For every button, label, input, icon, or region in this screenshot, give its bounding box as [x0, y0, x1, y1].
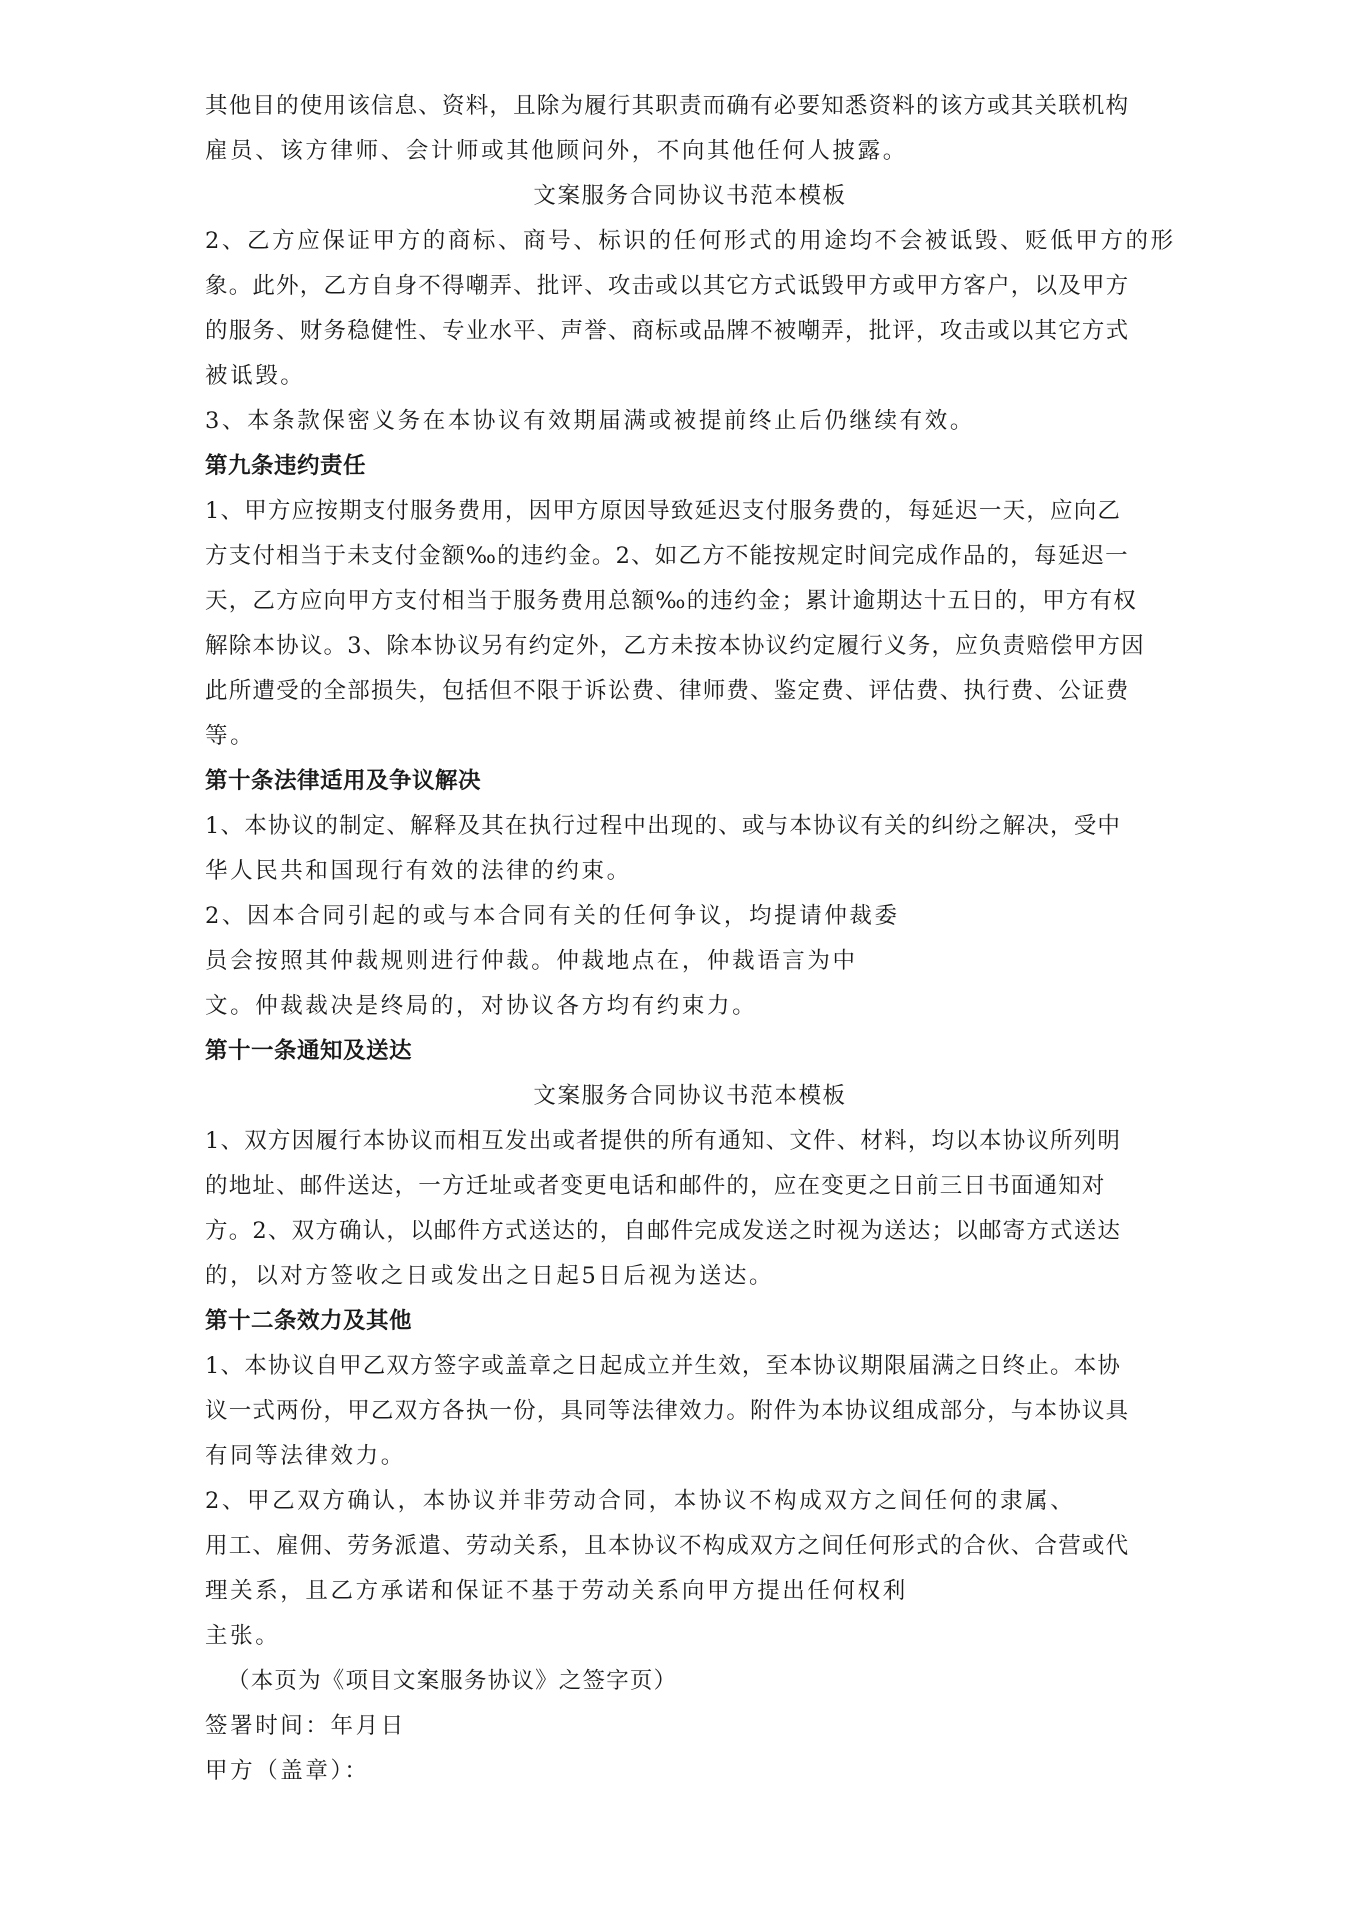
paragraph-line: 的地址、邮件送达，一方迁址或者变更电话和邮件的，应在变更之日前三日书面通知对 — [205, 1173, 1106, 1199]
paragraph-line: 员会按照其仲裁规则进行仲裁。仲裁地点在，仲裁语言为中 — [205, 948, 858, 974]
signing-date-label: 签署时间：年月日 — [205, 1713, 406, 1739]
document-title: 文案服务合同协议书范本模板 — [533, 183, 847, 209]
document-page — [205, 84, 1176, 1794]
paragraph-line: 此所遭受的全部损失，包括但不限于诉讼费、律师费、鉴定费、评估费、执行费、公证费 — [205, 678, 1130, 704]
paragraph-line: 2、因本合同引起的或与本合同有关的任何争议，均提请仲裁委 — [205, 903, 900, 929]
paragraph-line: 1、本协议的制定、解释及其在执行过程中出现的、或与本协议有关的纠纷之解决，受中 — [205, 813, 1122, 839]
paragraph-line: 华人民共和国现行有效的法律的约束。 — [205, 858, 632, 884]
paragraph-line: 文。仲裁裁决是终局的，对协议各方均有约束力。 — [205, 993, 758, 1019]
party-a-seal-label: 甲方（盖章）： — [205, 1758, 370, 1784]
paragraph-line: 象。此外，乙方自身不得嘲弄、批评、攻击或以其它方式诋毁甲方或甲方客户，以及甲方 — [205, 273, 1130, 299]
paragraph-line: 等。 — [205, 723, 256, 749]
paragraph-line: 理关系，且乙方承诺和保证不基于劳动关系向甲方提出任何权利 — [205, 1578, 908, 1604]
paragraph-line: 的，以对方签收之日或发出之日起5日后视为送达。 — [205, 1263, 775, 1289]
paragraph-line: 议一式两份，甲乙双方各执一份，具同等法律效力。附件为本协议组成部分，与本协议具 — [205, 1398, 1130, 1424]
document-title: 文案服务合同协议书范本模板 — [533, 1083, 847, 1109]
section-heading: 第十二条效力及其他 — [205, 1308, 413, 1334]
paragraph-line: 1、甲方应按期支付服务费用，因甲方原因导致延迟支付服务费的，每延迟一天，应向乙 — [205, 498, 1122, 524]
paragraph-line: 1、本协议自甲乙双方签字或盖章之日起成立并生效，至本协议期限届满之日终止。本协 — [205, 1353, 1122, 1379]
paragraph-line: 天，乙方应向甲方支付相当于服务费用总额‰的违约金；累计逾期达十五日的，甲方有权 — [205, 588, 1137, 614]
paragraph-line: 2、乙方应保证甲方的商标、商号、标识的任何形式的用途均不会被诋毁、贬低甲方的形 — [205, 228, 1176, 254]
paragraph-line: 2、甲乙双方确认，本协议并非劳动合同，本协议不构成双方之间任何的隶属、 — [205, 1488, 1076, 1514]
paragraph-line: 有同等法律效力。 — [205, 1443, 406, 1469]
paragraph-line: 1、双方因履行本协议而相互发出或者提供的所有通知、文件、材料，均以本协议所列明 — [205, 1128, 1122, 1154]
paragraph-line: 解除本协议。3、除本协议另有约定外，乙方未按本协议约定履行义务，应负责赔偿甲方因 — [205, 633, 1145, 659]
paragraph-line: 的服务、财务稳健性、专业水平、声誉、商标或品牌不被嘲弄，批评，攻击或以其它方式 — [205, 318, 1130, 344]
section-heading: 第十一条通知及送达 — [205, 1038, 413, 1064]
paragraph-line: 用工、雇佣、劳务派遣、劳动关系，且本协议不构成双方之间任何形式的合伙、合营或代 — [205, 1533, 1130, 1559]
signature-page-note: （本页为《项目文案服务协议》之签字页） — [227, 1668, 678, 1694]
paragraph-line: 被诋毁。 — [205, 363, 306, 389]
paragraph-line: 其他目的使用该信息、资料，且除为履行其职责而确有必要知悉资料的该方或其关联机构 — [205, 93, 1130, 119]
paragraph-line: 方支付相当于未支付金额‰的违约金。2、如乙方不能按规定时间完成作品的，每延迟一 — [205, 543, 1129, 569]
section-heading: 第十条法律适用及争议解决 — [205, 768, 482, 794]
paragraph-line: 方。2、双方确认，以邮件方式送达的，自邮件完成发送之时视为送达；以邮寄方式送达 — [205, 1218, 1122, 1244]
paragraph-line: 3、本条款保密义务在本协议有效期届满或被提前终止后仍继续有效。 — [205, 408, 975, 434]
paragraph-line: 雇员、该方律师、会计师或其他顾问外，不向其他任何人披露。 — [205, 138, 908, 164]
paragraph-line: 主张。 — [205, 1623, 281, 1649]
section-heading: 第九条违约责任 — [205, 453, 367, 479]
